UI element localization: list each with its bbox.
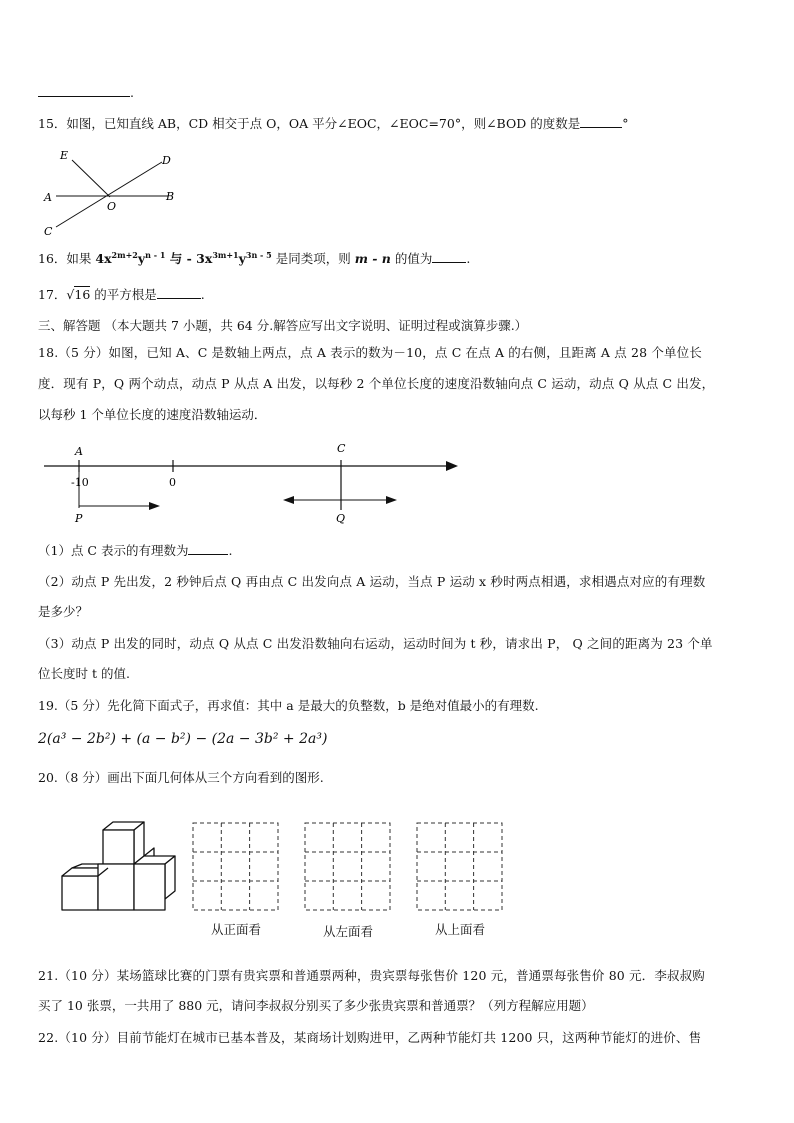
question-21-line-1: 21.（10 分）某场篮球比赛的门票有贵宾票和普通票两种，贵宾票每张售价 120 元，普通票每张售价 80 元．李叔叔购: [38, 968, 705, 983]
question-18-part-2-line-1: （2）动点 P 先出发，2 秒钟后点 Q 再由点 C 出发向点 A 运动，当点 P 运动 x 秒时两点相遇，求相遇点对应的有理数: [38, 574, 706, 589]
answer-blank[interactable]: [188, 542, 228, 555]
question-17: 17．√16 的平方根是 .: [38, 287, 205, 302]
view-grid-left[interactable]: [304, 822, 392, 912]
label-d: D: [162, 154, 171, 167]
question-21-line-2: 买了 10 张票，一共用了 880 元，请问李叔叔分别买了多少张贵宾票和普通票？（列方程解应用题）: [38, 998, 594, 1013]
label-q: Q: [336, 512, 346, 525]
question-15-text: 15．如图，已知直线 AB，CD 相交于点 O，OA 平分∠EOC，∠EOC=70°，则∠BOD 的度数是: [38, 116, 581, 131]
expression-19: 2(a³ − 2b²) + (a − b²) − (2a − 3b² + 2a³): [38, 731, 328, 747]
view-grid-top[interactable]: [416, 822, 504, 912]
sqrt-sign-icon: √: [66, 287, 75, 302]
question-18-part-2-line-2: 是多少？: [38, 604, 89, 619]
tick-label-neg10: -10: [71, 476, 89, 489]
label-a: A: [75, 445, 83, 458]
label-a: A: [44, 191, 52, 204]
answer-blank[interactable]: [432, 250, 466, 263]
number-line-figure: [38, 438, 468, 528]
q14-answer-line: .: [38, 84, 134, 102]
section-3-heading: 三、解答题 （本大题共 7 小题，共 64 分.解答应写出文字说明、证明过程或演算步骤.）: [38, 318, 528, 333]
lines-figure: [38, 144, 188, 239]
question-18-part-3-line-2: 位长度时 t 的值.: [38, 666, 130, 681]
view-label-front: 从正面看: [210, 922, 261, 937]
question-18-line-1: 18.（5 分）如图，已知 A、C 是数轴上两点，点 A 表示的数为－10，点 C 在点 A 的右侧，且距离 A 点 28 个单位长: [38, 345, 702, 360]
tick-label-zero: 0: [169, 476, 176, 489]
question-20: 20.（8 分）画出下面几何体从三个方向看到的图形.: [38, 770, 324, 785]
question-18-line-3: 以每秒 1 个单位长度的速度沿数轴运动．: [38, 407, 267, 422]
label-e: E: [60, 149, 69, 162]
cube-solid-figure: [58, 820, 178, 915]
question-18-part-3-line-1: （3）动点 P 出发的同时，动点 Q 从点 C 出发沿数轴向右运动，运动时间为 t 秒，请求出 P， Q 之间的距离为 23 个单: [38, 636, 713, 651]
answer-blank[interactable]: [38, 84, 130, 97]
view-label-left: 从左面看: [322, 924, 373, 939]
answer-blank[interactable]: [157, 286, 201, 299]
label-p: P: [75, 512, 83, 525]
answer-blank[interactable]: [580, 115, 622, 128]
question-15: 15．如图，已知直线 AB，CD 相交于点 O，OA 平分∠EOC，∠EOC=70°，则∠BOD 的度数是 °: [38, 116, 629, 131]
view-grid-front[interactable]: [192, 822, 280, 912]
label-c: C: [44, 225, 53, 238]
question-16: 16．如果 $4x^{2m+2}y^{n - 1}$ 与 - $3x^{3m+1}y^{3n - 5}$ 是同类项，则 m - n 的值为 .: [38, 249, 471, 266]
label-b: B: [166, 190, 175, 203]
view-label-top: 从上面看: [434, 922, 485, 937]
label-o: O: [107, 200, 117, 213]
label-c: C: [337, 442, 346, 455]
question-18-line-2: 度．现有 P，Q 两个动点，动点 P 从点 A 出发，以每秒 2 个单位长度的速度沿数轴向点 C 运动，动点 Q 从点 C 出发，: [38, 376, 715, 391]
sqrt-expression: √16: [66, 287, 91, 302]
question-18-part-1: （1）点 C 表示的有理数为 .: [38, 543, 233, 558]
question-22-line-1: 22.（10 分）目前节能灯在城市已基本普及，某商场计划购进甲，乙两种节能灯共 1200 只，这两种节能灯的进价、售: [38, 1030, 702, 1045]
question-19: 19.（5 分）先化简下面式子，再求值：其中 a 是最大的负整数，b 是绝对值最小的有理数.: [38, 698, 539, 713]
